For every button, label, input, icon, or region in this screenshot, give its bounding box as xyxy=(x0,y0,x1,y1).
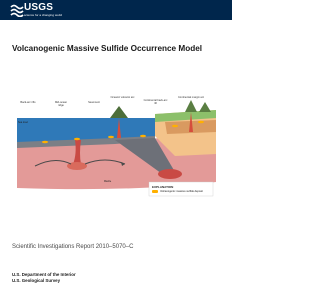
report-number: Scientific Investigations Report 2010–5070–C xyxy=(12,244,134,250)
cover-illustration xyxy=(15,92,216,202)
callout-oceanic-arc: Oceanic volcanic arc xyxy=(110,96,135,99)
deposit-swatch-icon xyxy=(152,190,158,193)
explanation-item: Volcanogenic massive sulfide deposit xyxy=(160,189,203,193)
explanation-title: EXPLANATION xyxy=(152,185,174,189)
callout-back-arc-rifts: Back-arc rifts xyxy=(20,101,36,104)
agency-tagline: science for a changing world xyxy=(24,13,63,17)
report-title: Volcanogenic Massive Sulfide Occurrence Model xyxy=(12,44,203,53)
usgs-banner xyxy=(0,0,232,20)
callout-continental-margin-arc: Continental margin arc xyxy=(177,96,205,99)
usgs-logo xyxy=(10,3,70,18)
agency-name: USGS xyxy=(24,2,54,13)
callout-mid-ocean-ridge: Mid-ocean ridge xyxy=(54,101,68,107)
survey-name: U.S. Geological Survey xyxy=(12,278,61,283)
mantle-label: Mantle xyxy=(104,180,112,183)
sea-level-label: Sea level xyxy=(18,121,28,124)
callout-continental-back-arc: Continental back-arc rift xyxy=(143,99,168,105)
tectonic-block-diagram xyxy=(15,92,216,202)
department-name: U.S. Department of the Interior xyxy=(12,272,76,277)
callout-seamount: Seamount xyxy=(88,101,100,104)
usgs-wave-icon xyxy=(10,3,24,17)
